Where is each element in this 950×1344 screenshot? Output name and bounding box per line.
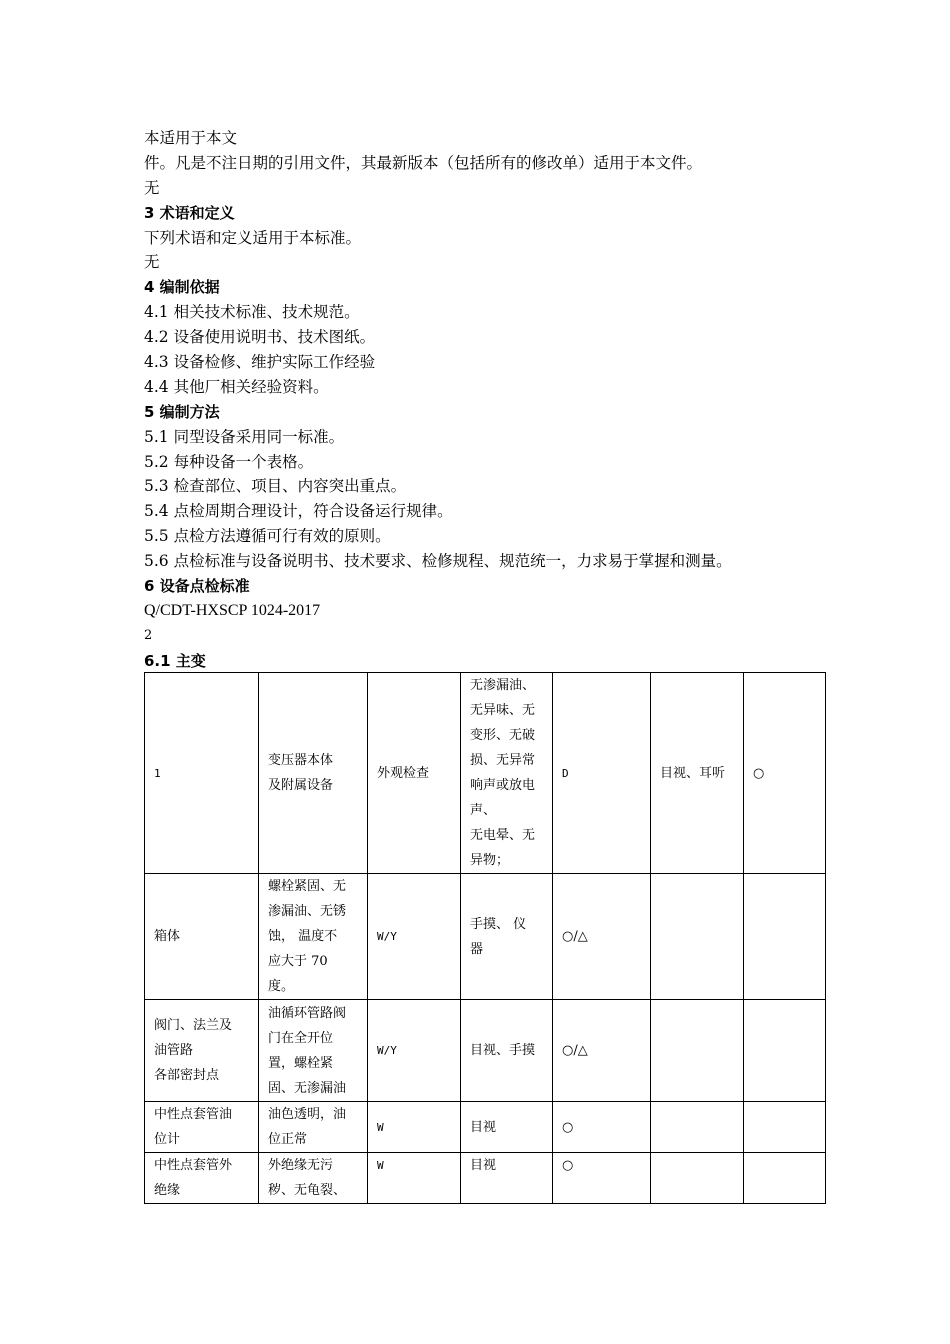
list-item: 5.5 点检方法遵循可行有效的原则。 <box>144 527 391 546</box>
document-body <box>144 126 834 674</box>
cell-cycle: D <box>553 673 651 874</box>
cell-part: 变压器本体 及附属设备 <box>259 673 368 874</box>
cell-method: 目视、耳听 <box>651 673 744 874</box>
cell-part: 中性点套管油 位计 <box>145 1102 259 1153</box>
section-heading: 5 编制方法 <box>144 402 220 421</box>
cell-part: 箱体 <box>145 874 259 1000</box>
cell-part: 阀门、法兰及 油管路 各部密封点 <box>145 1000 259 1102</box>
list-item: 4.1 相关技术标准、技术规范。 <box>144 303 360 322</box>
cell-state: ○ <box>553 1102 651 1153</box>
inspection-table <box>144 672 826 1204</box>
list-item: 4.4 其他厂相关经验资料。 <box>144 377 329 396</box>
cell-content: 无渗漏油、 无异味、无 变形、无破 损、无异常 响声或放电 声、 无电晕、无 异物； <box>461 673 553 874</box>
cell-method: 手摸、 仪 器 <box>461 874 553 1000</box>
text-line: 无 <box>144 178 160 197</box>
cell-empty <box>651 1000 744 1102</box>
cell-cycle: W/Y <box>368 874 461 1000</box>
table-row <box>145 1000 826 1102</box>
list-item: 5.3 检查部位、项目、内容突出重点。 <box>144 477 407 496</box>
section-heading: 4 编制依据 <box>144 278 220 297</box>
text-line: 件。凡是不注日期的引用文件，其最新版本（包括所有的修改单）适用于本文件。 <box>144 153 703 172</box>
text-line: 下列术语和定义适用于本标准。 <box>144 228 362 247</box>
table-row <box>145 673 826 874</box>
cell-cycle: W <box>368 1102 461 1153</box>
cell-content: 螺栓紧固、无 渗漏油、无锈 蚀， 温度不 应大于 70 度。 <box>259 874 368 1000</box>
cell-content: 外绝缘无污 秽、无龟裂、 <box>259 1153 368 1204</box>
list-item: 5.4 点检周期合理设计，符合设备运行规律。 <box>144 502 453 521</box>
cell-content: 油色透明，油 位正常 <box>259 1102 368 1153</box>
cell-cycle: W <box>368 1153 461 1204</box>
cell-empty <box>651 1153 744 1204</box>
list-item: 5.2 每种设备一个表格。 <box>144 452 314 471</box>
list-item: 5.1 同型设备采用同一标准。 <box>144 427 345 446</box>
cell-empty <box>744 874 826 1000</box>
cell-cycle: W/Y <box>368 1000 461 1102</box>
cell-empty <box>744 1000 826 1102</box>
cell-state: ○/△ <box>553 874 651 1000</box>
text-line: 无 <box>144 253 160 272</box>
cell-method: 目视、手摸 <box>461 1000 553 1102</box>
table-row <box>145 874 826 1000</box>
cell-empty <box>651 874 744 1000</box>
table-row <box>145 1153 826 1204</box>
cell-content: 油循环管路阀 门在全开位 置，螺栓紧 固、无渗漏油 <box>259 1000 368 1102</box>
cell-method: 目视 <box>461 1102 553 1153</box>
list-item: 4.2 设备使用说明书、技术图纸。 <box>144 328 376 347</box>
cell-item: 外观检查 <box>368 673 461 874</box>
cell-state: ○ <box>553 1153 651 1204</box>
cell-state: ○/△ <box>553 1000 651 1102</box>
page-number: 2 <box>144 627 153 643</box>
cell-no: 1 <box>145 673 259 874</box>
cell-empty <box>744 1102 826 1153</box>
text-line: 本适用于本文 <box>144 129 238 147</box>
table-row <box>145 1102 826 1153</box>
section-heading: 3 术语和定义 <box>144 203 235 222</box>
cell-part: 中性点套管外 绝缘 <box>145 1153 259 1204</box>
cell-method: 目视 <box>461 1153 553 1204</box>
cell-empty <box>651 1102 744 1153</box>
cell-empty <box>744 1153 826 1204</box>
list-item: 5.6 点检标准与设备说明书、技术要求、检修规程、规范统一，力求易于掌握和测量。 <box>144 552 732 571</box>
section-heading: 6 设备点检标准 <box>144 577 250 596</box>
standard-code: Q/CDT-HXSCP 1024-2017 <box>144 601 321 619</box>
subsection-heading: 6.1 主变 <box>144 651 206 670</box>
cell-state: ○ <box>744 673 826 874</box>
list-item: 4.3 设备检修、维护实际工作经验 <box>144 353 376 372</box>
